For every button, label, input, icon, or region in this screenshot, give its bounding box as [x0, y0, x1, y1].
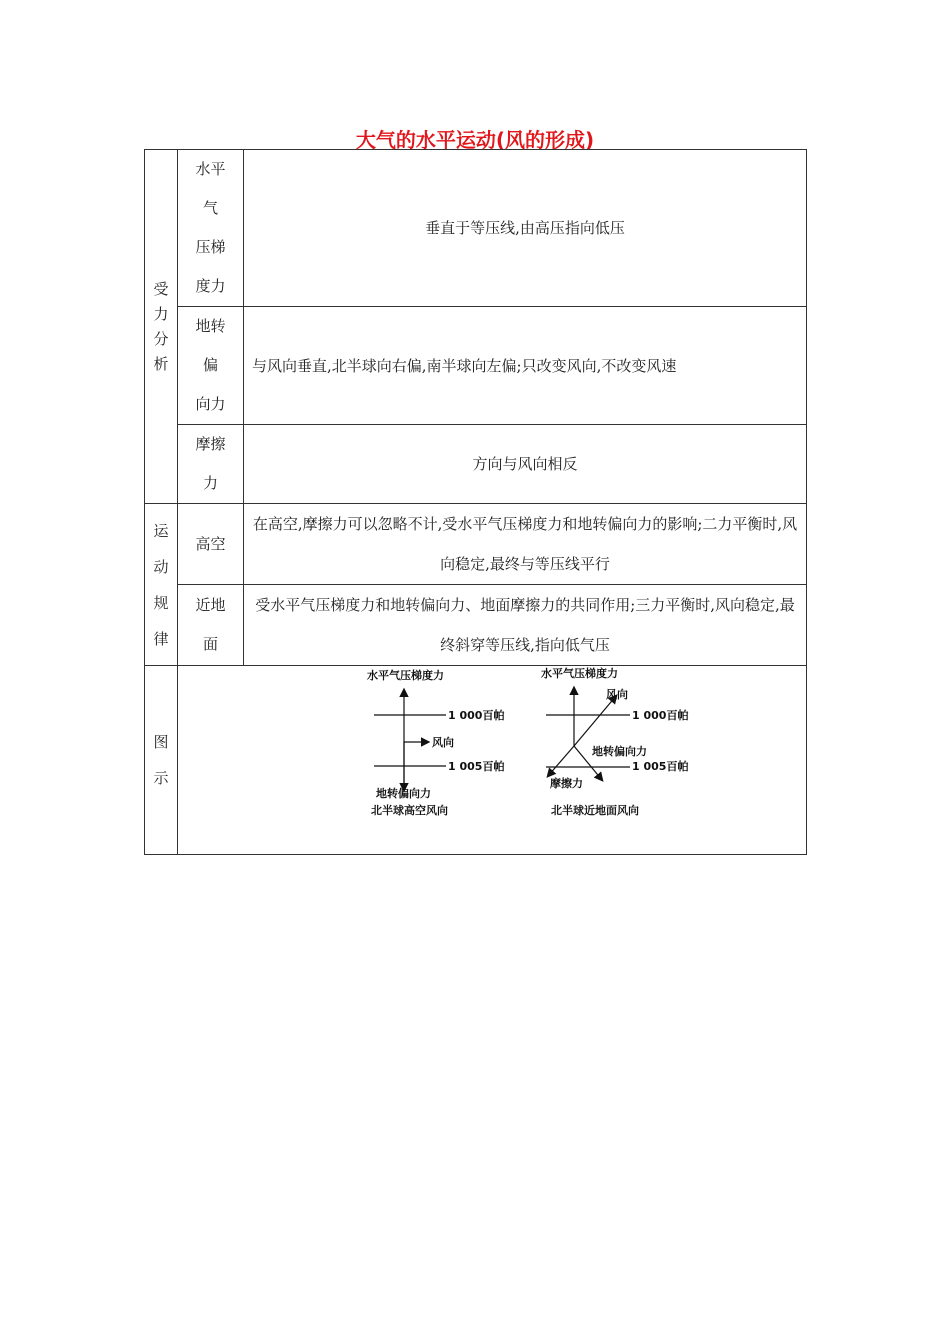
right-isobar-1005-label: 1 005百帕 — [632, 760, 689, 773]
left-caption: 北半球高空风向 — [371, 804, 448, 817]
table-row — [145, 585, 807, 666]
left-isobar-1005-label: 1 005百帕 — [448, 760, 505, 773]
right-friction-arrow — [548, 746, 574, 776]
motion-name-surface: 近地 面 — [178, 585, 244, 666]
section-label-diagram: 图 示 — [145, 666, 178, 855]
right-caption: 北半球近地面风向 — [551, 804, 639, 817]
table-row — [145, 307, 807, 425]
table-row — [145, 150, 807, 307]
motion-name-upper-air: 高空 — [178, 504, 244, 585]
right-isobar-1000-label: 1 000百帕 — [632, 709, 689, 722]
force-name-pressure-gradient: 水平 气 压梯 度力 — [178, 150, 244, 307]
section-label-force: 受 力 分 析 — [145, 150, 178, 504]
section-label-motion: 运 动 规 律 — [145, 504, 178, 666]
force-name-friction: 摩擦 力 — [178, 425, 244, 504]
table-row — [145, 666, 807, 855]
motion-desc-surface: 受水平气压梯度力和地转偏向力、地面摩擦力的共同作用;三力平衡时,风向稳定,最终斜穿等压线,指向低气压 — [244, 585, 807, 666]
right-friction-label: 摩擦力 — [550, 777, 583, 790]
left-isobar-1000-label: 1 000百帕 — [448, 709, 505, 722]
right-wind-label: 风向 — [606, 688, 628, 701]
upper-air-diagram — [367, 668, 504, 817]
left-pgf-label: 水平气压梯度力 — [367, 669, 444, 682]
page-title: 大气的水平运动(风的形成) — [355, 128, 595, 152]
force-name-coriolis: 地转 偏 向力 — [178, 307, 244, 425]
right-wind-arrow — [574, 696, 616, 746]
right-coriolis-label: 地转偏向力 — [592, 745, 647, 758]
left-coriolis-label: 地转偏向力 — [376, 787, 431, 800]
right-pgf-label: 水平气压梯度力 — [541, 667, 618, 680]
force-desc-pressure-gradient: 垂直于等压线,由高压指向低压 — [244, 150, 807, 307]
diagram-cell — [178, 666, 807, 855]
force-desc-coriolis: 与风向垂直,北半球向右偏,南半球向左偏;只改变风向,不改变风速 — [244, 307, 807, 425]
left-wind-label: 风向 — [432, 736, 454, 749]
motion-desc-upper-air: 在高空,摩擦力可以忽略不计,受水平气压梯度力和地转偏向力的影响;二力平衡时,风向稳定,最终与等压线平行 — [244, 504, 807, 585]
table-row — [145, 425, 807, 504]
force-desc-friction: 方向与风向相反 — [244, 425, 807, 504]
table-row — [145, 504, 807, 585]
wind-formation-table — [144, 149, 807, 855]
surface-diagram — [541, 666, 688, 817]
wind-diagram — [178, 666, 807, 854]
